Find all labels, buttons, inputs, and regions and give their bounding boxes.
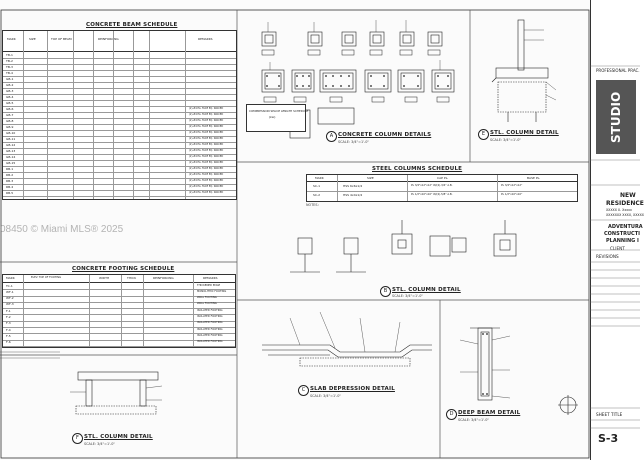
beam-mark: GB-6 xyxy=(6,106,14,111)
client-line-2: CONSTRUCTI xyxy=(604,231,640,237)
detail-f-scale: SCALE: 3/4"=1'-0" xyxy=(84,442,115,446)
beam-remark: (2)-#4 EA. FACE EQ. SPACED xyxy=(189,166,224,170)
sheet-number: S-3 xyxy=(598,432,619,445)
beam-mark: RB-5 xyxy=(6,190,14,195)
detail-d-title: DEEP BEAM DETAIL xyxy=(458,410,521,416)
beam-mark: GB-12 xyxy=(6,142,16,147)
steel-header-base: BASE PL. xyxy=(527,175,541,180)
beam-header-mark: MARK xyxy=(7,37,16,41)
detail-c-marker: C xyxy=(298,385,309,396)
steel-notes-label: NOTES: xyxy=(306,203,319,207)
footing-remark: ISOLATED FOOTING xyxy=(197,327,223,331)
beam-mark: GB-13 xyxy=(6,148,16,153)
detail-f-title: STL. COLUMN DETAIL xyxy=(84,434,153,440)
beam-header-remarks: REMARKS xyxy=(198,37,213,41)
beam-mark: TB-4 xyxy=(6,70,13,75)
steel-header-size: SIZE xyxy=(367,175,374,180)
splice-title: COMPRESSION SPLICE LENGTH SCHEDULE xyxy=(249,109,309,113)
beam-header-top: TOP OF BEAM xyxy=(51,37,72,41)
footing-header-mark: MARK xyxy=(6,275,15,280)
detail-a-marker: A xyxy=(326,131,337,142)
project-line-3: XXXXX X. Xxxxx xyxy=(606,208,632,212)
beam-mark: TB-1 xyxy=(6,52,13,57)
beam-mark: GB-11 xyxy=(6,136,16,141)
beam-mark: GB-3 xyxy=(6,88,14,93)
footing-mark: F-4 xyxy=(6,327,11,332)
beam-mark: RB-1 xyxy=(6,166,14,171)
footing-mark: F-3 xyxy=(6,321,11,326)
footing-mark: WF-3 xyxy=(6,302,14,307)
beam-remark: (2)-#4 EA. FACE EQ. SPACED xyxy=(189,136,224,140)
beam-remark: (2)-#4 EA. FACE EQ. SPACED xyxy=(189,106,224,110)
footing-header-thick: THICK xyxy=(127,275,137,280)
beam-schedule-table xyxy=(2,30,237,200)
detail-c-title: SLAB DEPRESSION DETAIL xyxy=(310,386,395,392)
beam-remark: (2)-#4 EA. FACE EQ. SPACED xyxy=(189,178,224,182)
steel-columns-title: STEEL COLUMNS SCHEDULE xyxy=(372,166,463,172)
detail-d-marker: D xyxy=(446,409,457,420)
footing-remark: WALL FOOTING xyxy=(197,302,217,306)
beam-remark: (2)-#4 EA. FACE EQ. SPACED xyxy=(189,184,224,188)
footing-remark: THICKENED EDGE xyxy=(197,283,221,287)
firm-name: PROFESSIONAL PRAC. xyxy=(596,68,640,73)
beam-header-reinf: REINFORCING xyxy=(98,37,119,41)
footing-mark: TC-1 xyxy=(6,283,13,288)
beam-remark: (2)-#4 EA. FACE EQ. SPACED xyxy=(189,148,224,152)
project-line-4: XXXXXXX XXXX, XXXXX xyxy=(606,213,644,217)
steel-columns-table xyxy=(306,174,578,202)
footing-remark: ISOLATED FOOTING xyxy=(197,308,223,312)
beam-remark: (2)-#4 EA. FACE EQ. SPACED xyxy=(189,118,224,122)
detail-b-marker: B xyxy=(380,286,391,297)
detail-d-scale: SCALE: 3/4"=1'-0" xyxy=(458,418,489,422)
footing-mark: F-5 xyxy=(6,333,11,338)
detail-f-marker: F xyxy=(72,433,83,444)
detail-e-marker: E xyxy=(478,129,489,140)
beam-remark: (2)-#4 EA. FACE EQ. SPACED xyxy=(189,124,224,128)
footing-remark: ISOLATED FOOTING xyxy=(197,340,223,344)
project-line-2: RESIDENCE xyxy=(606,200,644,207)
footing-mark: F-1 xyxy=(6,308,11,313)
beam-mark: TB-3 xyxy=(6,64,13,69)
beam-remark: (2)-#4 EA. FACE EQ. SPACED xyxy=(189,142,224,146)
beam-mark: GB-8 xyxy=(6,118,14,123)
client-line-3: PLANNING I xyxy=(606,238,639,244)
beam-mark: RB-4 xyxy=(6,184,14,189)
client-label: CLIENT xyxy=(610,246,625,251)
steel-row: SC-1 HSS 6x6x1/4 PL 3/4"x12"x12" W/(4)-3/4" A.B. PL 3/4"x12"x12" xyxy=(307,182,577,192)
footing-remark: WALL FOOTING xyxy=(197,296,217,300)
beam-remark: (2)-#4 EA. FACE EQ. SPACED xyxy=(189,130,224,134)
project-line-1: NEW xyxy=(620,192,636,199)
beam-remark: (2)-#4 EA. FACE EQ. SPACED xyxy=(189,112,224,116)
footing-header-reinf: REINFORCING xyxy=(153,275,174,280)
revisions-label: REVISIONS xyxy=(596,254,619,259)
detail-a-scale: SCALE: 3/4"=1'-0" xyxy=(338,140,369,144)
beam-remark: (2)-#4 EA. FACE EQ. SPACED xyxy=(189,172,224,176)
detail-b-scale: SCALE: 3/4"=1'-0" xyxy=(392,294,423,298)
footing-mark: WF-2 xyxy=(6,296,14,301)
footing-mark: F-2 xyxy=(6,315,11,320)
detail-e-scale: SCALE: 3/4"=1'-0" xyxy=(490,138,521,142)
beam-remark: (2)-#4 EA. FACE EQ. SPACED xyxy=(189,154,224,158)
sheet-title-label: SHEET TITLE xyxy=(596,412,623,417)
beam-mark: GB-10 xyxy=(6,130,16,135)
splice-schedule xyxy=(246,104,309,132)
mls-watermark: 08450 © Miami MLS® 2025 xyxy=(0,224,124,235)
beam-remark: (2)-#4 EA. FACE EQ. SPACED xyxy=(189,190,224,194)
footing-schedule-title: CONCRETE FOOTING SCHEDULE xyxy=(72,266,175,272)
beam-mark: GB-9 xyxy=(6,124,14,129)
beam-mark: TB-2 xyxy=(6,58,13,63)
detail-e-title: STL. COLUMN DETAIL xyxy=(490,130,559,136)
footing-header-remarks: REMARKS xyxy=(203,275,218,280)
steel-header-cap: CAP PL. xyxy=(437,175,449,180)
splice-sub: (ksi) xyxy=(269,115,276,119)
beam-mark: GB-2 xyxy=(6,82,14,87)
footing-remark: MONOLITHIC FOOTING xyxy=(197,289,227,293)
footing-remark: ISOLATED FOOTING xyxy=(197,333,223,337)
table-row xyxy=(3,190,236,197)
table-row xyxy=(3,340,235,347)
beam-mark: GB-15 xyxy=(6,160,16,165)
footing-mark: F-6 xyxy=(6,340,11,345)
beam-header-size: SIZE xyxy=(29,37,36,41)
studio-logo: STUDIO xyxy=(596,80,636,154)
detail-c-scale: SCALE: 3/4"=1'-0" xyxy=(310,394,341,398)
detail-b-title: STL. COLUMN DETAIL xyxy=(392,287,461,293)
footing-remark: ISOLATED FOOTING xyxy=(197,321,223,325)
steel-header-mark: MARK xyxy=(315,175,324,180)
footing-header-width: WIDTH xyxy=(99,275,110,280)
beam-mark: GB-4 xyxy=(6,94,14,99)
steel-row: SC-2 HSS 4x4x1/4 PL 1/2"x10"x10" W/(4)-5/8" A.B. PL 1/2"x10"x10" xyxy=(313,193,523,197)
beam-remark: (2)-#4 EA. FACE EQ. SPACED xyxy=(189,160,224,164)
footing-remark: ISOLATED FOOTING xyxy=(197,315,223,319)
footing-schedule-table xyxy=(2,274,236,348)
beam-mark: RB-2 xyxy=(6,172,14,177)
beam-mark: GB-1 xyxy=(6,76,14,81)
detail-a-title: CONCRETE COLUMN DETAILS xyxy=(338,132,432,138)
beam-mark: RB-3 xyxy=(6,178,14,183)
beam-mark: GB-7 xyxy=(6,112,14,117)
beam-mark: GB-5 xyxy=(6,100,14,105)
beam-mark: GB-14 xyxy=(6,154,16,159)
client-line-1: ADVENTURA xyxy=(608,224,643,230)
beam-schedule-title: CONCRETE BEAM SCHEDULE xyxy=(86,22,178,28)
footing-header-elev: ELEV. TOP OF FOOTING xyxy=(31,275,62,279)
footing-mark: WF-1 xyxy=(6,289,14,294)
